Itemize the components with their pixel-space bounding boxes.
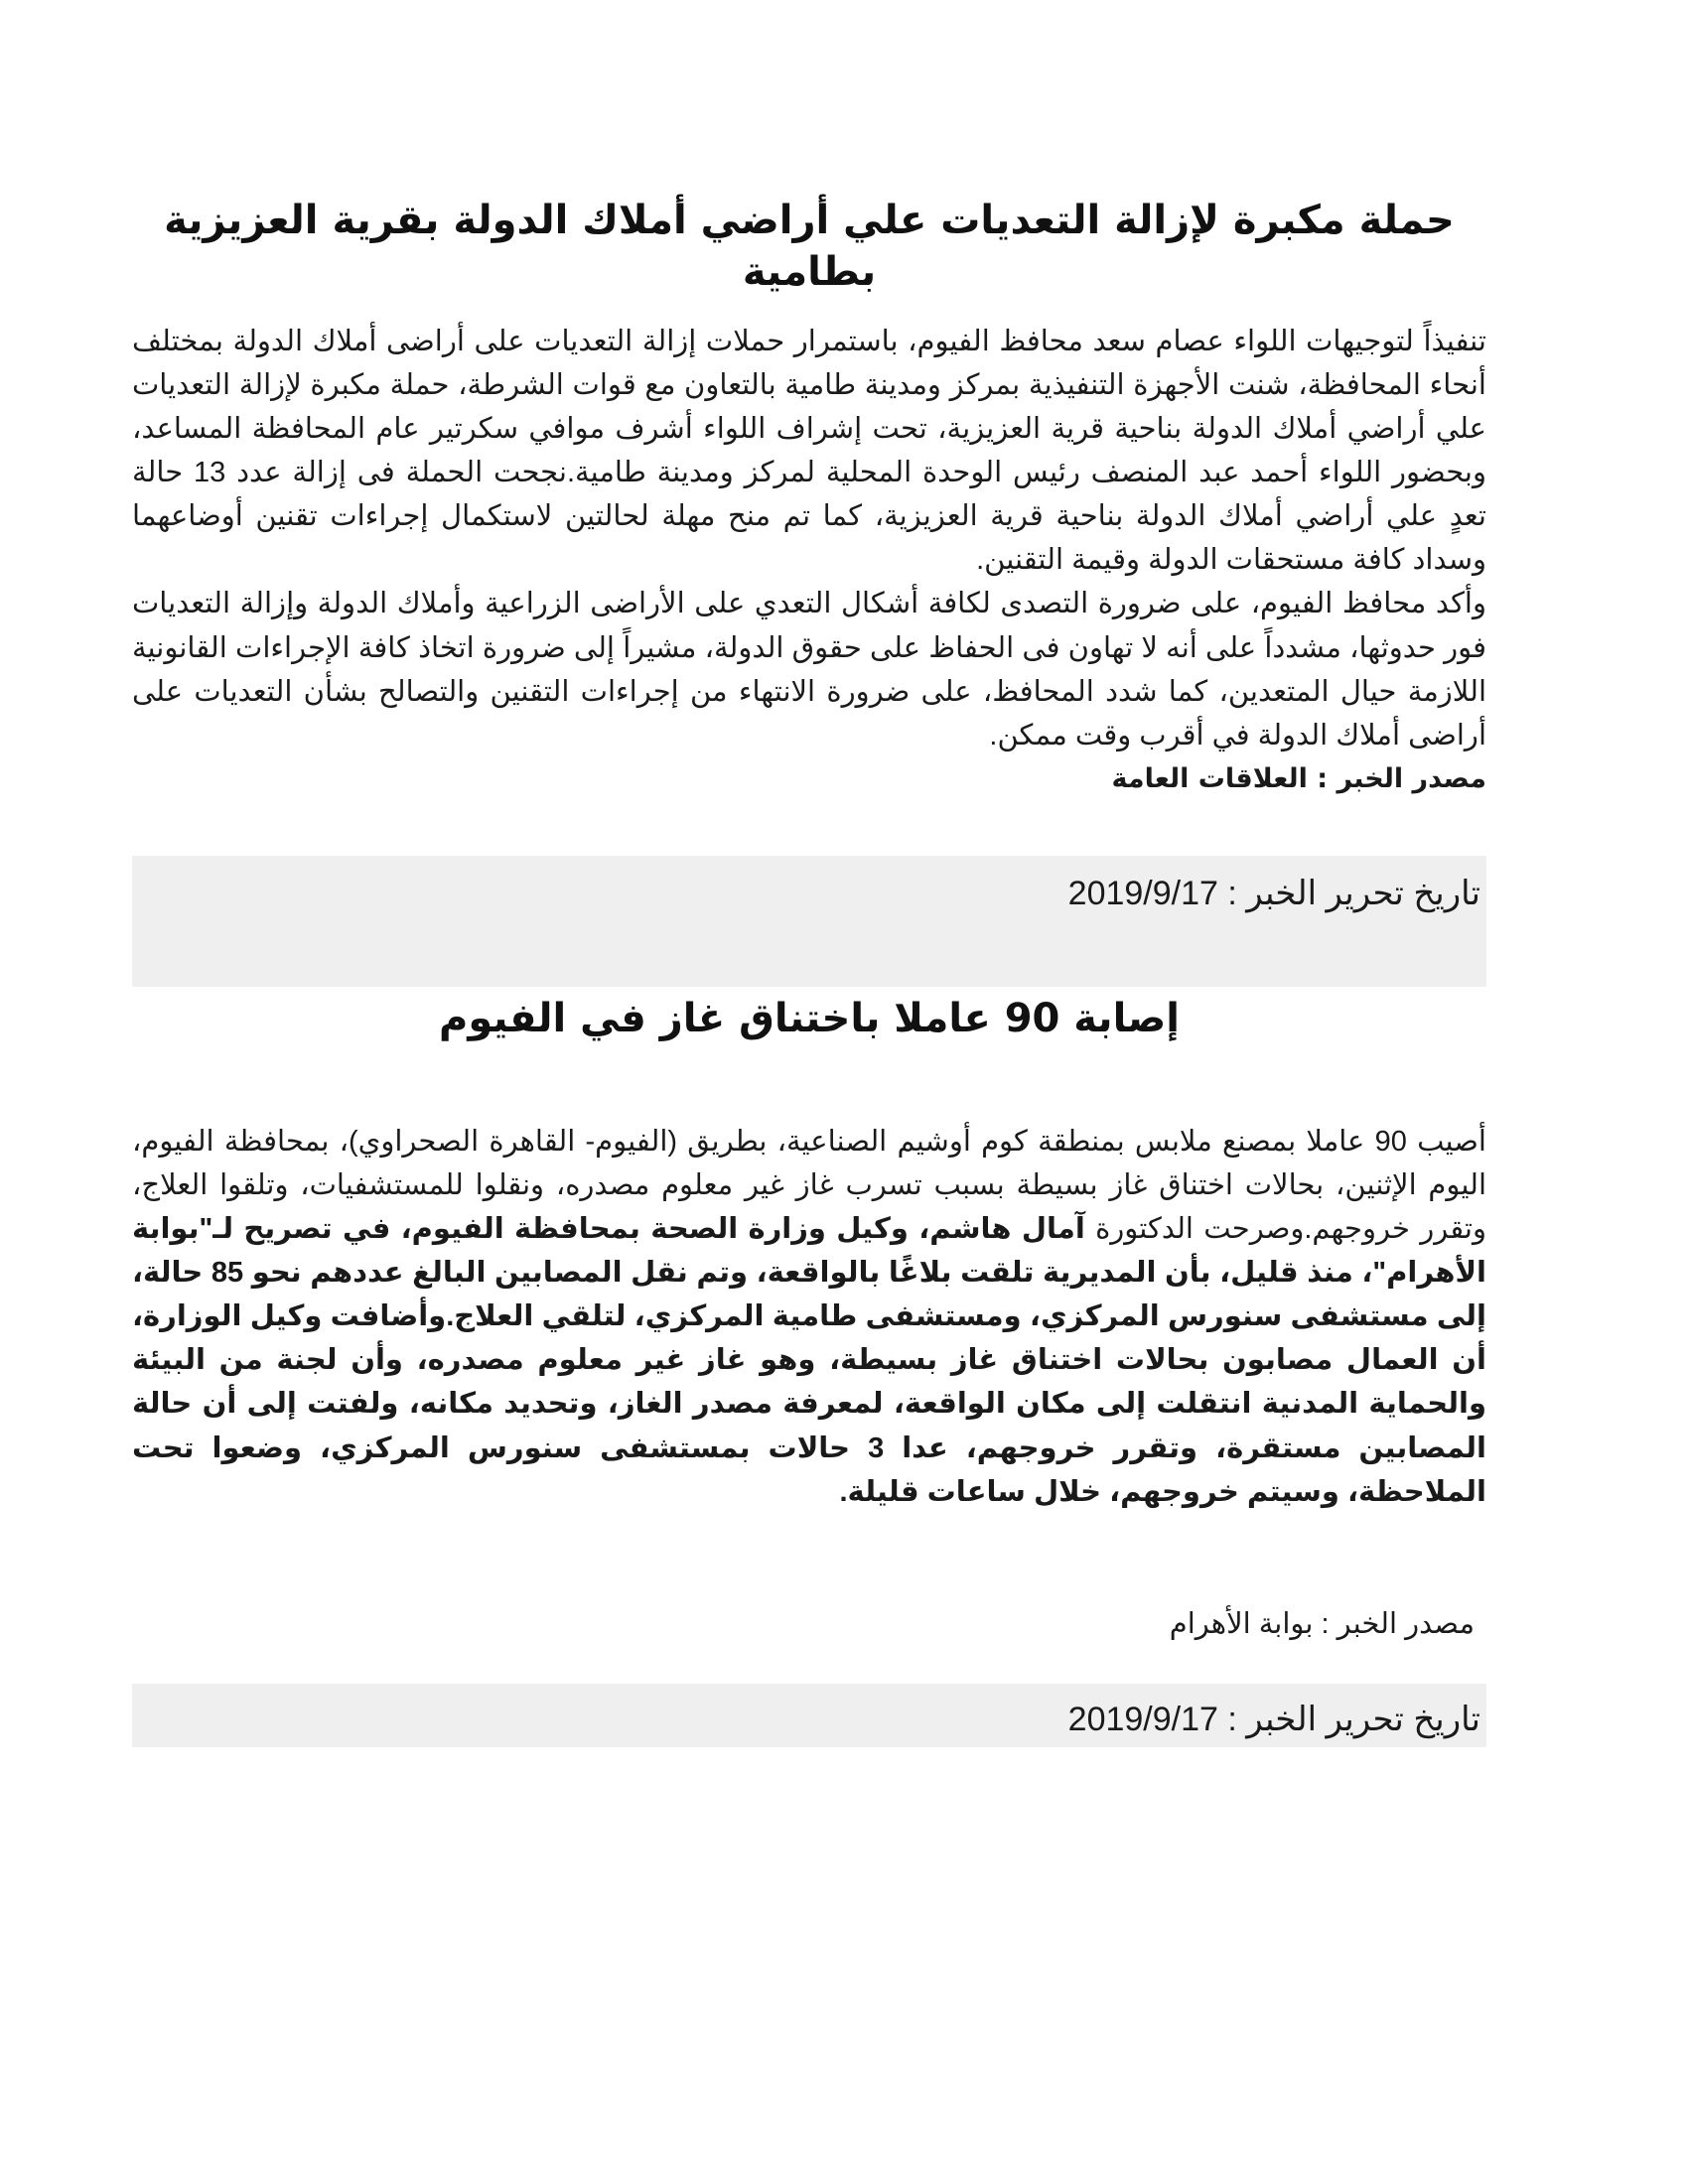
article-2-date: تاريخ تحرير الخبر : 2019/9/17 [1067, 1701, 1480, 1738]
article-1-paragraph-1: تنفيذاً لتوجيهات اللواء عصام سعد محافظ الفيوم، باستمرار حملات إزالة التعديات على أراضى أملاك الدولة بمختلف أنحاء المحافظة، شنت الأجهزة التنفيذية بمركز ومدينة طامية بالتعاون مع قوات الشرطة، حملة مكبرة لإزالة التعديات علي أراضي أملاك الدولة بناحية قرية العزيزية، تحت إشراف اللواء أشرف موافي سكرتير عام المحافظة المساعد، وبحضور اللواء أحمد عبد المنصف رئيس الوحدة المحلية لمركز ومدينة طامية.نجحت الحملة فى إزالة عدد 13 حالة تعدٍ علي أراضي أملاك الدولة بناحية قرية العزيزية، كما تم منح مهلة لحالتين لاستكمال إجراءات تقنين أوضاعهما وسداد كافة مستحقات الدولة وقيمة التقنين. [132, 326, 1486, 577]
article-2-source: مصدر الخبر : بوابة الأهرام [1169, 1608, 1475, 1640]
article-1-paragraph-2: وأكد محافظ الفيوم، على ضرورة التصدى لكافة أشكال التعدي على الأراضى الزراعية وأملاك الدولة وإزالة التعديات فور حدوثها، مشدداً على أنه لا تهاون فى الحفاظ على حقوق الدولة، مشيراً إلى ضرورة اتخاذ كافة الإجراءات القانونية اللازمة حيال المتعدين، كما شدد المحافظ، على ضرورة الانتهاء من إجراءات التقنين والتصالح بشأن التعديات على أراضى أملاك الدولة في أقرب وقت ممكن. [132, 588, 1486, 751]
article-2-date-bar [132, 1684, 1486, 1747]
article-2-paragraph [132, 1120, 1486, 1514]
article-1-body [132, 320, 1486, 794]
article-2-paragraph-bold: آمال هاشم، وكيل وزارة الصحة بمحافظة الفيوم، في تصريح لـ"بوابة الأهرام"، منذ قليل، بأن المديرية تلقت بلاغًا بالواقعة، وتم نقل المصابين البالغ عددهم نحو 85 حالة، إلى مستشفى سنورس المركزي، ومستشفى طامية المركزي، لتلقي العلاج.وأضافت وكيل الوزارة، أن العمال مصابون بحالات اختناق غاز بسيطة، وهو غاز غير معلوم مصدره، وأن لجنة من البيئة والحماية المدنية انتقلت إلى مكان الواقعة، لمعرفة مصدر الغاز، وتحديد مكانه، ولفتت إلى أن حالة المصابين مستقرة، وتقرر خروجهم، عدا 3 حالات بمستشفى سنورس المركزي، وضعوا تحت الملاحظة، وسيتم خروجهم، خلال ساعات قليلة. [132, 1213, 1486, 1508]
article-1-date: تاريخ تحرير الخبر : 2019/9/17 [1067, 875, 1480, 912]
article-2-body [132, 1120, 1486, 1514]
article-1-source: مصدر الخبر : العلاقات العامة [1111, 762, 1486, 794]
article-1-date-bar [132, 856, 1486, 987]
article-2-headline: إصابة 90 عاملا باختناق غاز في الفيوم [439, 996, 1180, 1041]
article-1-headline: حملة مكبرة لإزالة التعديات علي أراضي أملاك الدولة بقرية العزيزية بطامية [164, 198, 1455, 295]
article-2-paragraph-regular: أصيب 90 عاملا بمصنع ملابس بمنطقة كوم أوشيم الصناعية، بطريق (الفيوم- القاهرة الصحراوي)، بمحافظة الفيوم، اليوم الإثنين، بحالات اختناق غاز بسيطة بسبب تسرب غاز غير معلوم مصدره، ونقلوا للمستشفيات، وتلقوا العلاج، وتقرر خروجهم.وصرحت الدكتورة [132, 1126, 1486, 1246]
